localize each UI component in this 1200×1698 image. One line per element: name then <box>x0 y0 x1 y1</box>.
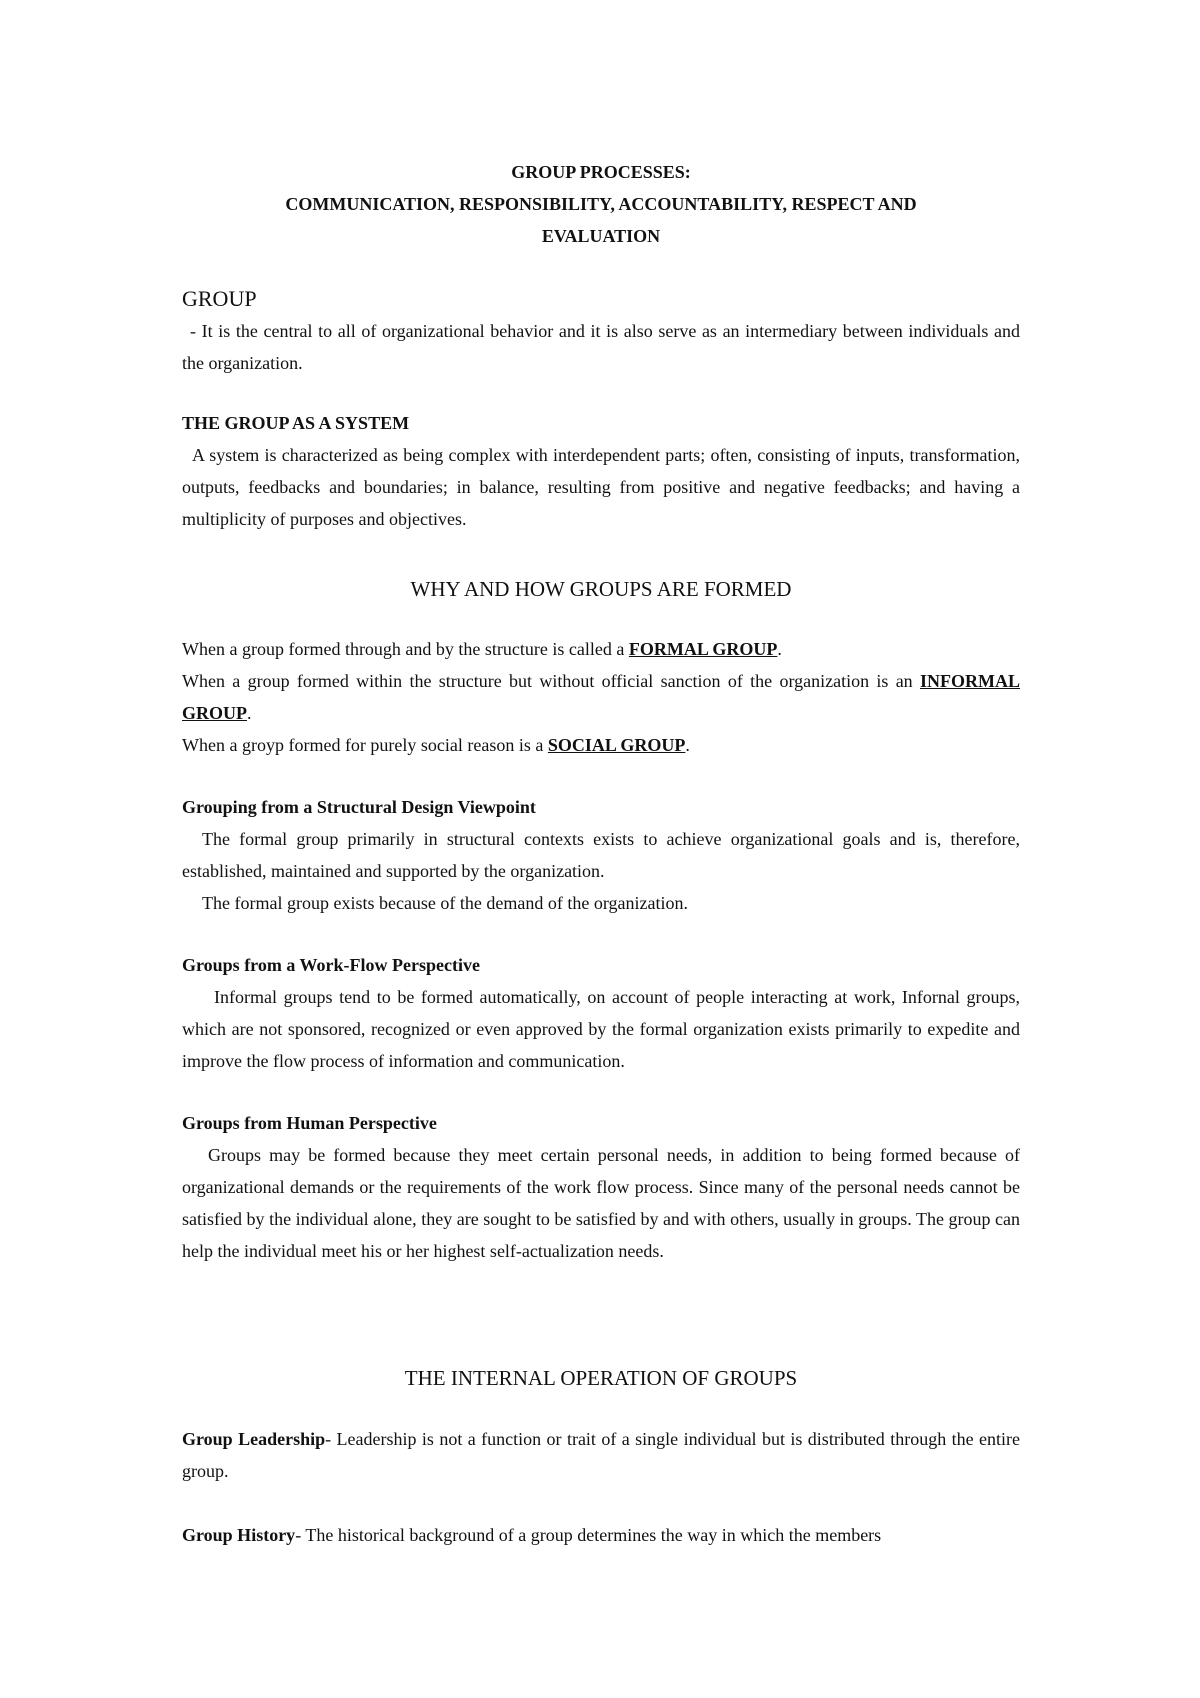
structural-section <box>182 791 1020 919</box>
formal-group-term: FORMAL GROUP <box>628 639 778 659</box>
social-group-post: . <box>685 735 690 755</box>
structural-text-2: The formal group exists because of the demand of the organization. <box>202 893 689 913</box>
group-heading: GROUP <box>182 286 257 311</box>
history-text: - The historical background of a group determines the way in which the members <box>295 1525 882 1545</box>
informal-group-pre: When a group formed within the structure but without official sanction of the organization is an <box>182 671 920 691</box>
structural-text-1: The formal group primarily in structural contexts exists to achieve organizational goals and is, therefore, established, maintained and supported by the organization. <box>182 829 1020 881</box>
group-definition-text: - It is the central to all of organizational behavior and it is also serve as an intermediary between individuals and the organization. <box>182 321 1020 373</box>
informal-group-term: INFORMAL GROUP <box>182 671 1020 723</box>
workflow-heading: Groups from a Work-Flow Perspective <box>182 955 480 975</box>
informal-group-post: . <box>247 703 252 723</box>
why-how-heading: WHY AND HOW GROUPS ARE FORMED <box>410 577 792 601</box>
human-section <box>182 1107 1020 1267</box>
leadership-text: - Leadership is not a function or trait of a single individual but is distributed through the entire group. <box>182 1429 1020 1481</box>
history-term: Group History <box>182 1525 296 1545</box>
system-heading: THE GROUP AS A SYSTEM <box>182 413 410 433</box>
workflow-text: Informal groups tend to be formed automatically, on account of people interacting at work, Infornal groups, which are not sponsored, recognized or even approved by the formal organization exists primarily to expedite and improve the flow process of information and communication. <box>182 987 1020 1071</box>
system-section <box>182 407 1020 535</box>
internal-heading: THE INTERNAL OPERATION OF GROUPS <box>404 1366 798 1390</box>
structural-heading: Grouping from a Structural Design Viewpoint <box>182 797 536 817</box>
formal-group-pre: When a group formed through and by the structure is called a <box>182 639 629 659</box>
document-title <box>182 156 1020 252</box>
social-group-pre: When a groyp formed for purely social reason is a <box>182 735 548 755</box>
social-group-term: SOCIAL GROUP <box>547 735 686 755</box>
workflow-section <box>182 949 1020 1077</box>
title-line-3: EVALUATION <box>541 226 661 246</box>
title-line-2: COMMUNICATION, RESPONSIBILITY, ACCOUNTABILITY, RESPECT AND <box>285 194 917 214</box>
formal-group-post: . <box>777 639 782 659</box>
human-heading: Groups from Human Perspective <box>182 1113 437 1133</box>
human-text: Groups may be formed because they meet certain personal needs, in addition to being formed because of organizational demands or the requirements of the work flow process. Since many of the personal needs cannot be satisfied by the individual alone, they are sought to be satisfied by and with others, usually in groups. The group can help the individual meet his or her highest self-actualization needs. <box>182 1145 1020 1261</box>
group-definition <box>182 315 1020 379</box>
informal-group-sentence <box>182 665 1020 729</box>
internal-section <box>182 1423 1020 1551</box>
system-text: A system is characterized as being complex with interdependent parts; often, consisting of inputs, transformation, outputs, feedbacks and boundaries; in balance, resulting from positive and negative feedbacks; and having a multiplicity of purposes and objectives. <box>182 445 1020 529</box>
formal-group-sentence <box>182 633 1020 665</box>
leadership-term: Group Leadership <box>182 1429 326 1449</box>
group-types <box>182 633 1020 761</box>
social-group-sentence <box>182 729 1020 761</box>
title-line-1: GROUP PROCESSES: <box>511 162 691 182</box>
leadership-paragraph <box>182 1423 1020 1487</box>
history-paragraph <box>182 1519 1020 1551</box>
